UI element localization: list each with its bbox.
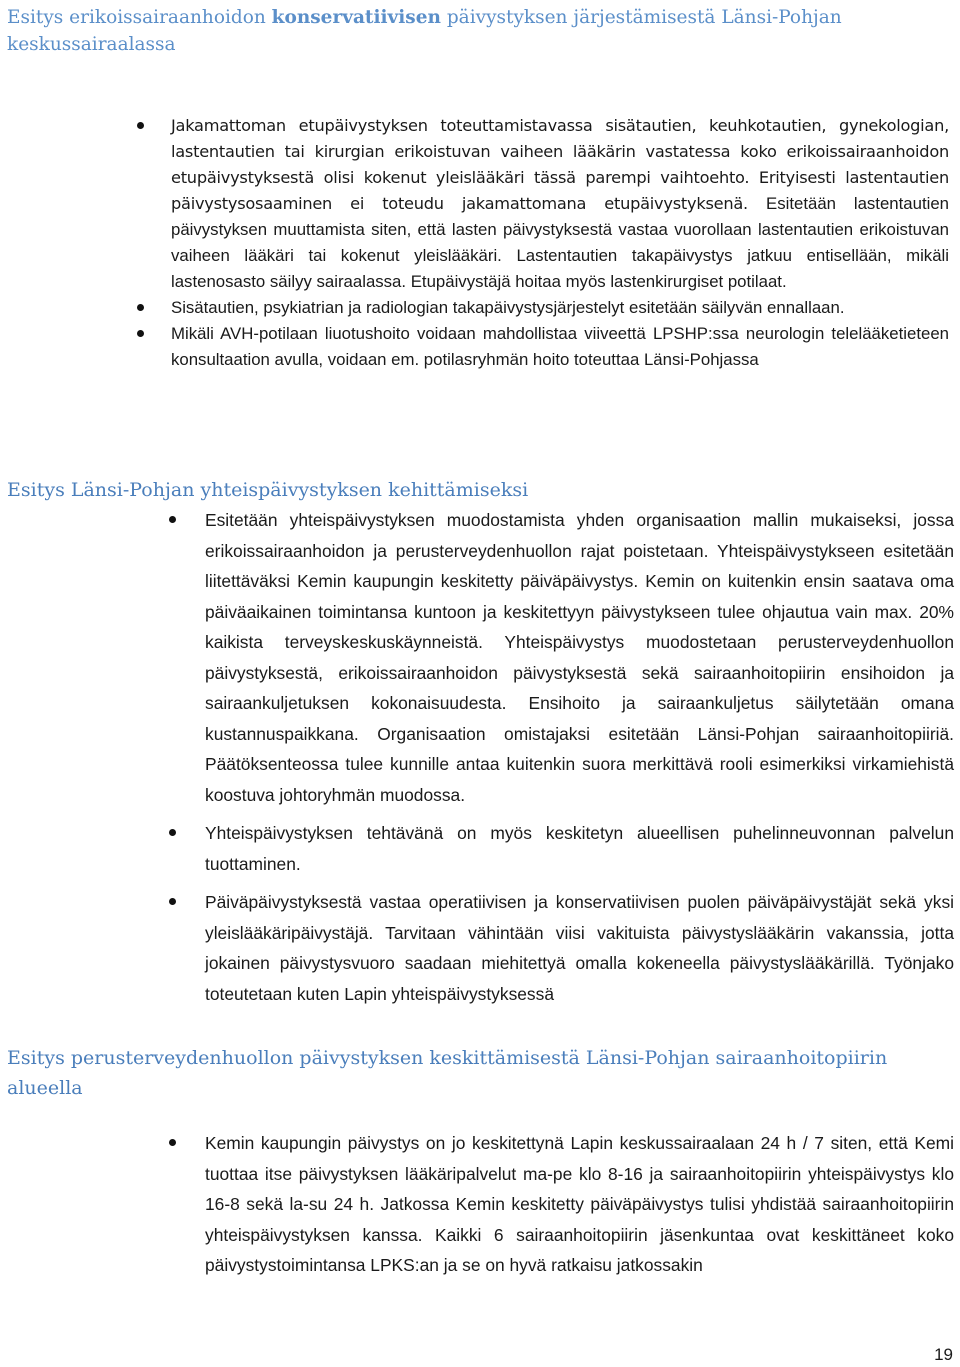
section-2-list [205,505,954,1017]
section-1-list [171,113,949,373]
section-1-heading [7,4,946,58]
section-1-heading-post: päivystyksen järjestämisestä Länsi-Pohjan keskussairaalassa [7,7,842,55]
bullet-icon [137,122,144,129]
list-item [205,887,954,1009]
section-3-heading: Esitys perusterveydenhuollon päivystyksen keskittämisestä Länsi-Pohjan sairaanhoitopiirin alueella [7,1047,888,1099]
bullet-icon [169,1139,176,1146]
list-item-text: Kemin kaupungin päivystys on jo keskitettynä Lapin keskussairaalaan 24 h / 7 siten, että Kemi tuottaa itse päivystyksen lääkäripalvelut ma-pe klo 8-16 ja sairaanhoitopiirin yhteispäivystys klo 16-8 sekä la-su 24 h. Jatkossa Kemin keskitetty päiväpäivystys tulisi yhdistää sairaanhoitopiirin yhteispäivystyksen kanssa. Kaikki 6 sairaanhoitopiirin jäsenkuntaa ovat keskittäneet koko päivystystoimintansa LPKS:an ja se on hyvä ratkaisu jatkossakin [205,1133,954,1275]
bullet-icon [169,898,176,905]
section-3-list [205,1128,954,1281]
list-item [205,1128,954,1281]
list-item-text: Sisätautien, psykiatrian ja radiologian takapäivystysjärjestelyt esitetään säilyvän ennallaan. [171,298,845,317]
list-item [171,113,949,295]
list-item [171,321,949,373]
list-item-text-continued: Esitetään lastentautien päivystyksen muuttamista siten, että lasten päivystyksestä vastaa vuorollaan lastentautien erikoistuvan vaiheen lääkäri tai kokenut yleislääkäri. Lastentautien takapäivystys jatkuu entisellään, mikäli lastenosasto säilyy sairaalassa. Etupäivystäjä hoitaa myös lastenkirurgiset potilaat. [171,194,950,291]
section-2-heading: Esitys Länsi-Pohjan yhteispäivystyksen kehittämiseksi [7,479,529,501]
bullet-icon [169,516,176,523]
bullet-icon [137,330,144,337]
list-item-text: Jakamattoman etupäivystyksen toteuttamistavassa sisätautien, keuhkotautien, gynekologian, lastentautien tai kirurgian erikoistuvan vaiheen lääkärin vastatessa koko erikoissairaanhoidon etupäivystyksestä olisi kokenut yleislääkäri tässä parempi vaihtoehto. Erityisesti lastentautien päivystysosaaminen ei toteudu jakamattomana etupäivystyksenä. [171,116,949,213]
list-item-text: Yhteispäivystyksen tehtävänä on myös keskitetyn alueellisen puhelinneuvonnan palvelun tuottaminen. [205,823,954,874]
list-item [205,818,954,879]
section-1-heading-pre: Esitys erikoissairaanhoidon [7,7,272,28]
bullet-icon [169,829,176,836]
bullet-icon [137,304,144,311]
list-item-text: Päiväpäivystyksestä vastaa operatiivisen ja konservatiivisen puolen päiväpäivystäjät sekä yksi yleislääkäripäivystäjä. Tarvitaan vähintään viisi vakituista päivystyslääkärin vakanssia, jotta jokainen päivystysvuoro saadaan miehitettyä omalla kokeneella päivystyslääkärillä. Työnjako toteutetaan kuten Lapin yhteispäivystyksessä [205,892,954,1004]
list-item [171,295,949,321]
list-item-text: Mikäli AVH-potilaan liuotushoito voidaan mahdollistaa viiveettä LPSHP:ssa neurologin telelääketieteen konsultaation avulla, voidaan em. potilasryhmän hoito toteuttaa Länsi-Pohjassa [171,324,949,369]
section-1-heading-bold: konservatiivisen [271,7,441,28]
list-item-text: Esitetään yhteispäivystyksen muodostamista yhden organisaation mallin mukaiseksi, jossa erikoissairaanhoidon ja perusterveydenhuollon rajat poistetaan. Yhteispäivystykseen esitetään liitettäväksi Kemin kaupungin keskitetty päiväpäivystys. Kemin on kuitenkin ensin saatava oma päiväaikainen toimintansa kuntoon ja keskitettyyn päivystykseen tulee ohjautua vain max. 20% kaikista terveyskeskuskäynneistä. Yhteispäivystys muodostetaan perusterveydenhuollon päivystyksestä, erikoissairaanhoidon päivystyksestä sekä sairaanhoitopiirin ensihoidon ja sairaankuljetuksen kokonaisuudesta. Ensihoito ja sairaankuljetus säilytetään omana kustannuspaikkana. Organisaation omistajaksi esitetään Länsi-Pohjan sairaanhoitopiiriä. Päätöksenteossa tulee kunnille antaa kuitenkin suora merkittävä rooli esimerkiksi virkamiehistä koostuva johtoryhmän muodossa. [205,510,954,805]
list-item [205,505,954,810]
page-number: 19 [934,1345,953,1364]
